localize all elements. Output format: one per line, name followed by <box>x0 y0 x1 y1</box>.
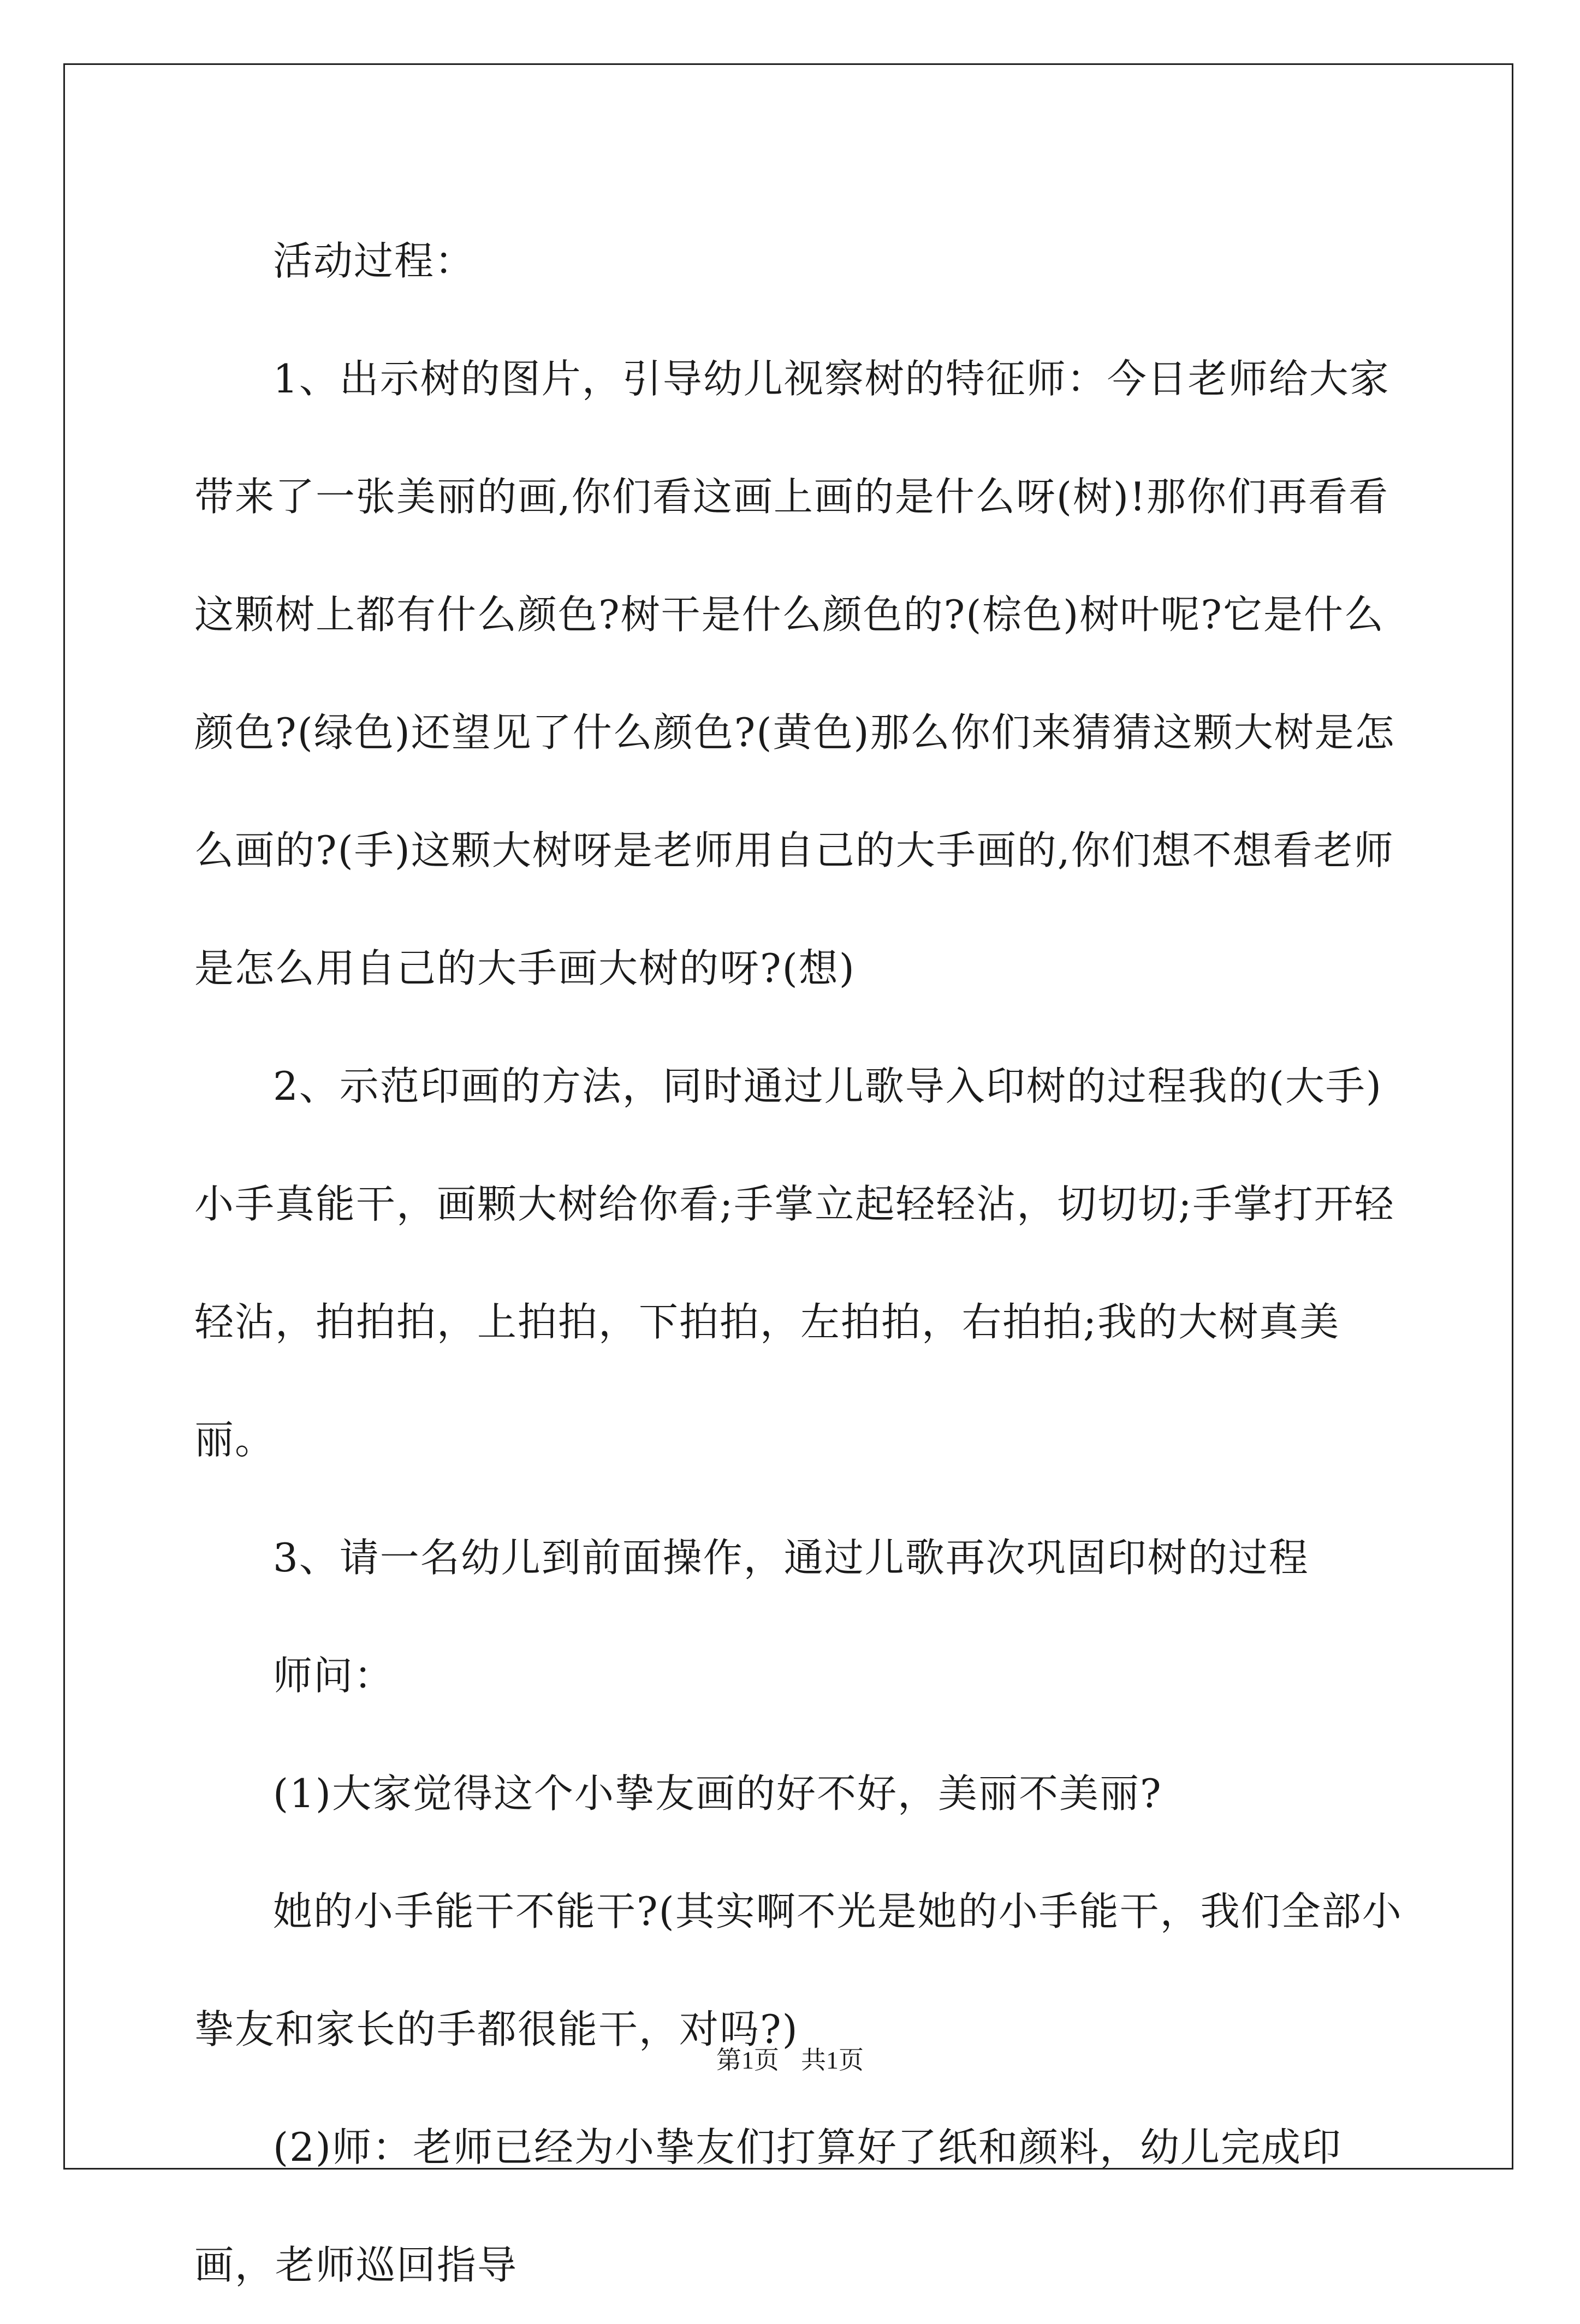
paragraph-step-2: 2、示范印画的方法，同时通过儿歌导入印树的过程我的(大手)小手真能干，画颗大树给你看;手掌立起轻轻沾，切切切;手掌打开轻轻沾，拍拍拍，上拍拍，下拍拍，左拍拍，右拍拍;我的大树真美丽。 <box>194 1063 1395 1463</box>
paragraph-step-3: 3、请一名幼儿到前面操作，通过儿歌再次巩固印树的过程 <box>273 1535 1309 1581</box>
page-footer <box>0 2044 1580 2077</box>
paragraph-question-1-followup: 她的小手能干不能干?(其实啊不光是她的小手能干，我们全部小挚友和家长的手都很能干，对吗?) <box>194 1888 1403 2052</box>
paragraph-question-1: (1)大家觉得这个小挚友画的好不好，美丽不美丽? <box>273 1771 1162 1816</box>
page-total: 共1页 <box>801 2046 864 2074</box>
document-body <box>194 202 1406 2324</box>
page-number: 第1页 <box>716 2046 779 2074</box>
paragraph-heading-activity-process: 活动过程： <box>273 238 476 284</box>
paragraph-question-2: (2)师：老师已经为小挚友们打算好了纸和颜料，幼儿完成印画，老师巡回指导 <box>194 2124 1342 2288</box>
paragraph-step-1: 1、出示树的图片，引导幼儿视察树的特征师：今日老师给大家带来了一张美丽的画,你们看这画上画的是什么呀(树)!那你们再看看这颗树上都有什么颜色?树干是什么颜色的?(棕色)树叶呢?它是什么颜色?(绿色)还望见了什么颜色?(黄色)那么你们来猜猜这颗大树是怎么画的?(手)这颗大树呀是老师用自己的大手画的,你们想不想看老师是怎么用自己的大手画大树的呀?(想) <box>194 356 1395 991</box>
paragraph-teacher-asks: 师问： <box>273 1653 395 1699</box>
